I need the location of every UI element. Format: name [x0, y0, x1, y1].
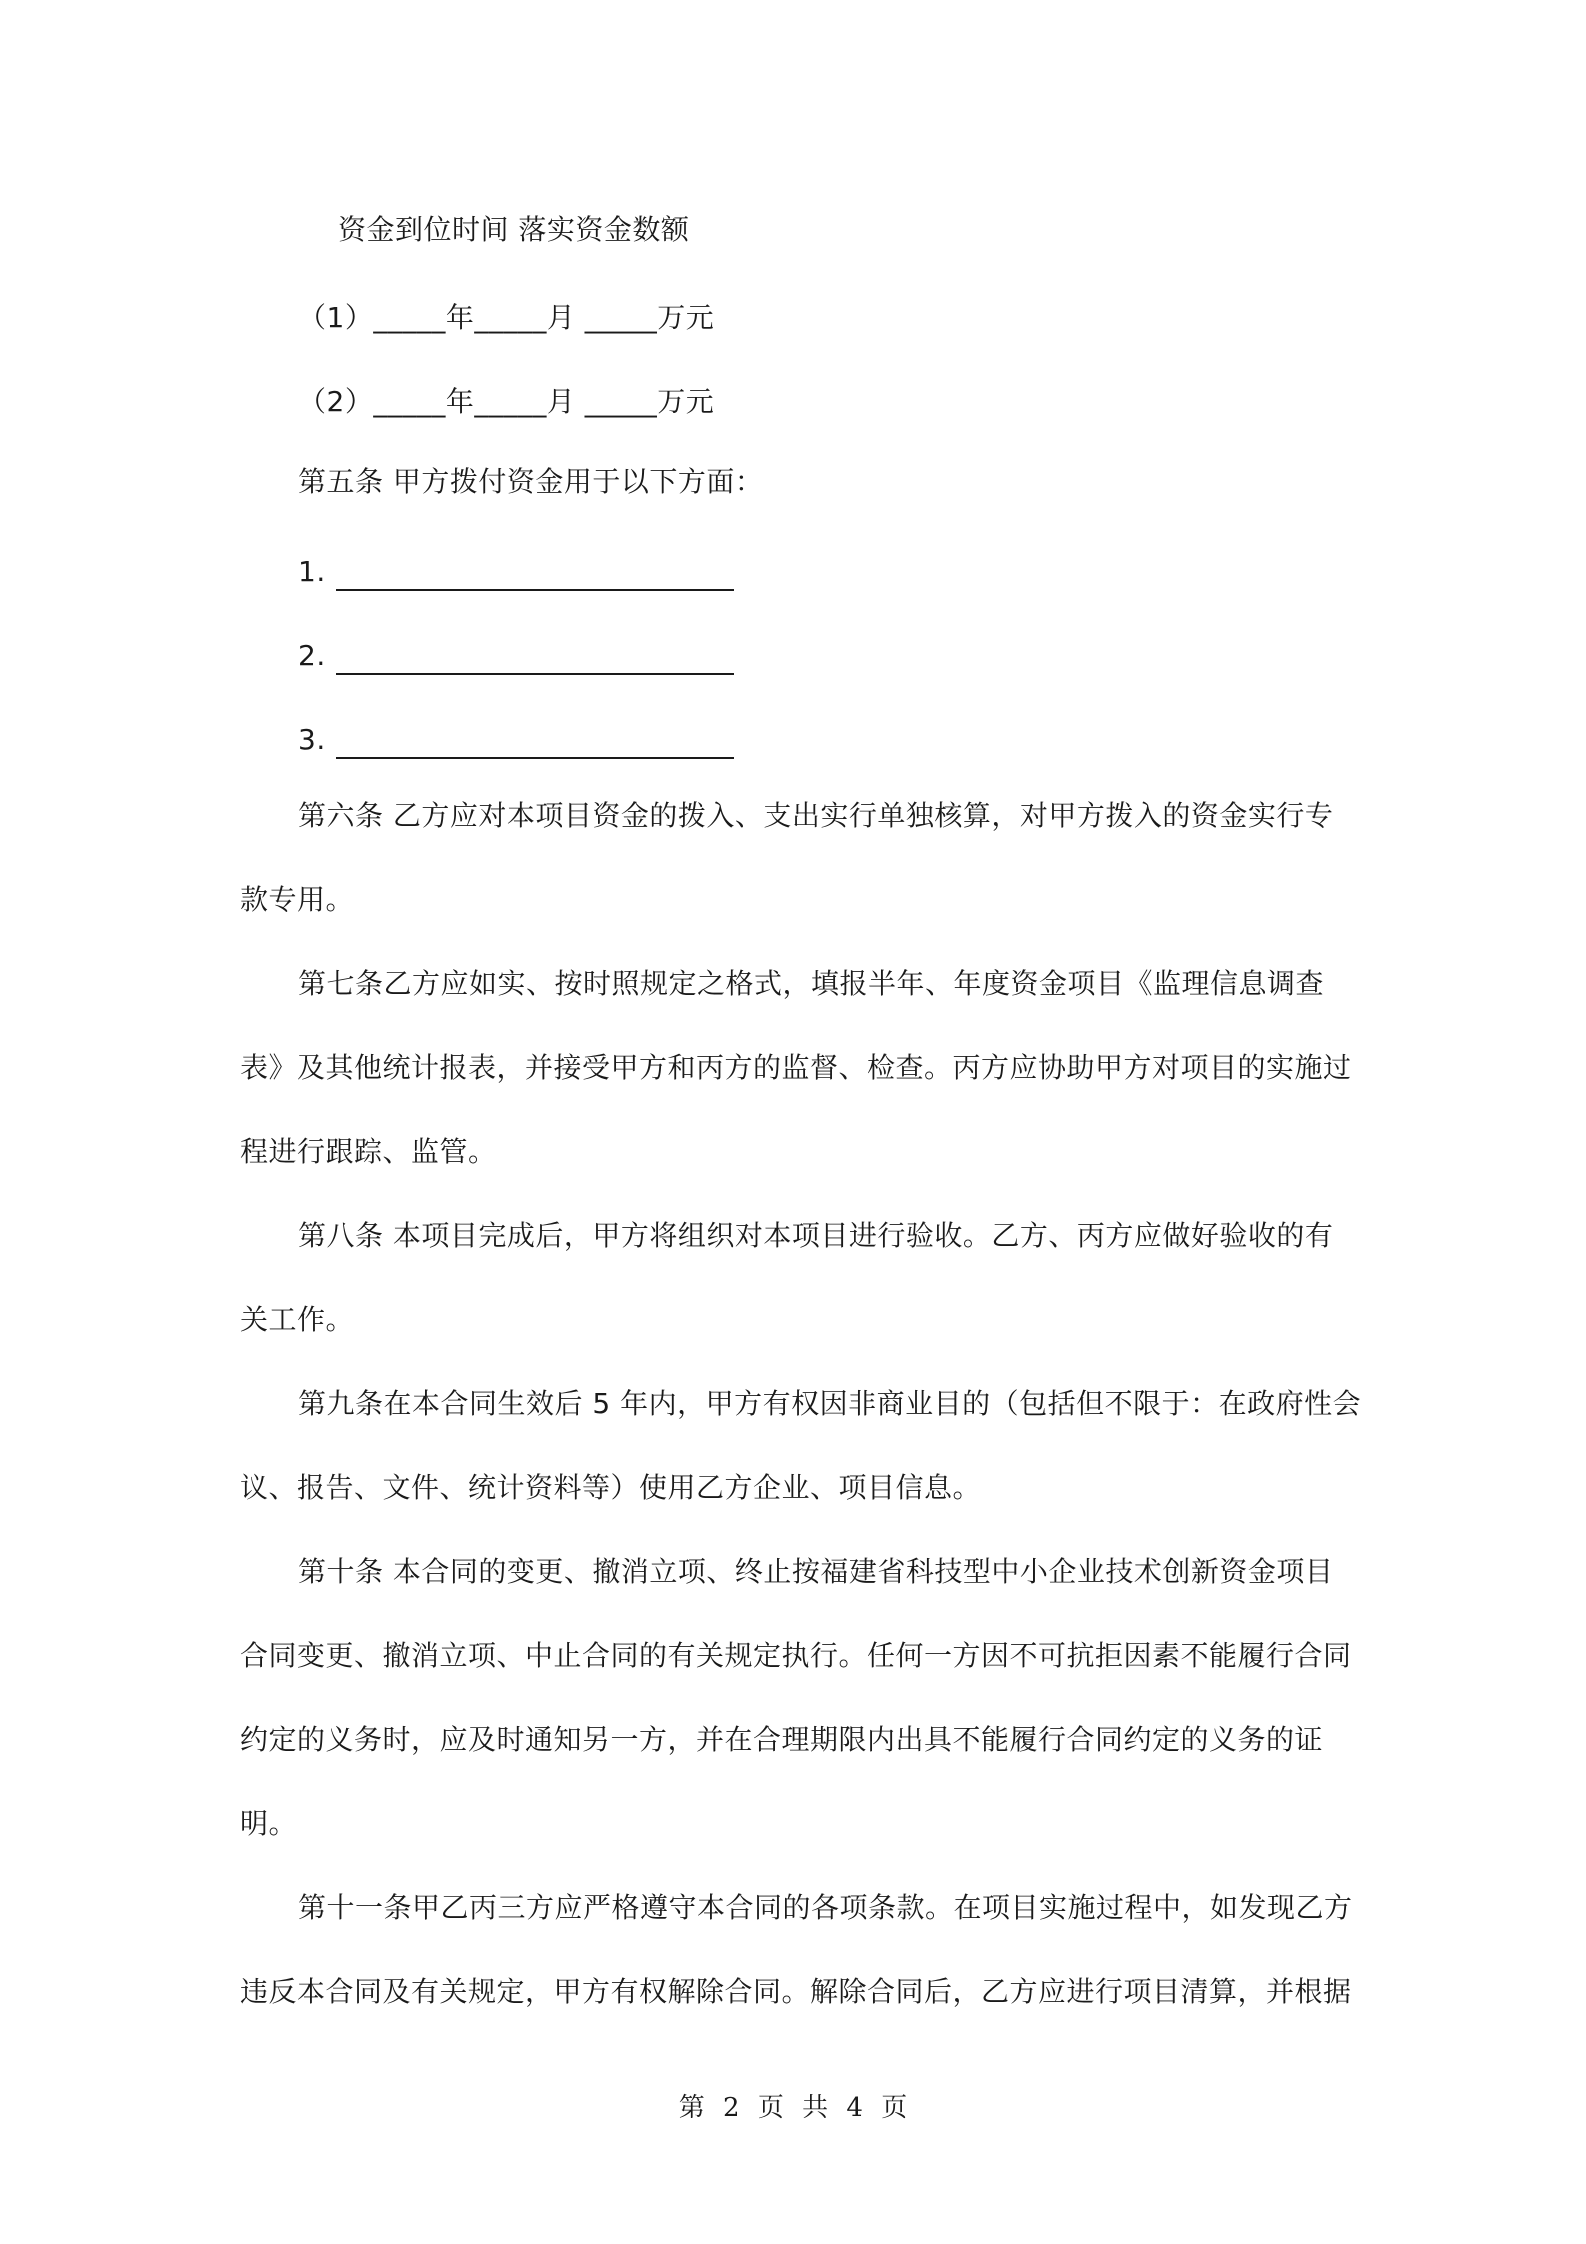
list-item-number: 1. — [298, 555, 326, 588]
text-line: 第十条 本合同的变更、撤消立项、终止按福建省科技型中小企业技术创新资金项目 — [298, 1555, 1334, 1588]
text-line: 第十一条甲乙丙三方应严格遵守本合同的各项条款。在项目实施过程中，如发现乙方 — [298, 1891, 1353, 1924]
clause-heading: 第五条 甲方拨付资金用于以下方面： — [298, 465, 764, 498]
text-line: 明。 — [240, 1807, 298, 1840]
text-line: 第七条乙方应如实、按时照规定之格式，填报半年、年度资金项目《监理信息调查 — [298, 967, 1325, 1000]
fill-blank-line — [336, 757, 734, 759]
text-line: 关工作。 — [240, 1303, 355, 1336]
text-line: 表》及其他统计报表，并接受甲方和丙方的监督、检查。丙方应协助甲方对项目的实施过 — [240, 1051, 1352, 1084]
text-line: 议、报告、文件、统计资料等）使用乙方企业、项目信息。 — [240, 1471, 982, 1504]
text-line: 程进行跟踪、监管。 — [240, 1135, 497, 1168]
text-line: 资金到位时间 落实资金数额 — [338, 213, 690, 246]
text-line: 第八条 本项目完成后，甲方将组织对本项目进行验收。乙方、丙方应做好验收的有 — [298, 1219, 1334, 1252]
text-line: 违反本合同及有关规定，甲方有权解除合同。解除合同后，乙方应进行项目清算，并根据 — [240, 1975, 1352, 2008]
fill-blank-line — [336, 589, 734, 591]
text-line: 款专用。 — [240, 883, 355, 916]
fill-blank-line — [336, 673, 734, 675]
list-item-number: 2. — [298, 639, 326, 672]
list-item-number: 3. — [298, 723, 326, 756]
page-number-footer: 第 2 页 共 4 页 — [678, 2093, 908, 2123]
text-line: 约定的义务时，应及时通知另一方，并在合理期限内出具不能履行合同约定的义务的证 — [240, 1723, 1324, 1756]
text-line: 第六条 乙方应对本项目资金的拨入、支出实行单独核算，对甲方拨入的资金实行专 — [298, 799, 1334, 832]
text-line: 合同变更、撤消立项、中止合同的有关规定执行。任何一方因不可抗拒因素不能履行合同 — [240, 1639, 1352, 1672]
text-line: （1）_____年_____月 _____万元 — [298, 301, 715, 334]
text-line: 第九条在本合同生效后 5 年内，甲方有权因非商业目的（包括但不限于：在政府性会 — [298, 1387, 1362, 1420]
text-line: （2）_____年_____月 _____万元 — [298, 385, 715, 418]
